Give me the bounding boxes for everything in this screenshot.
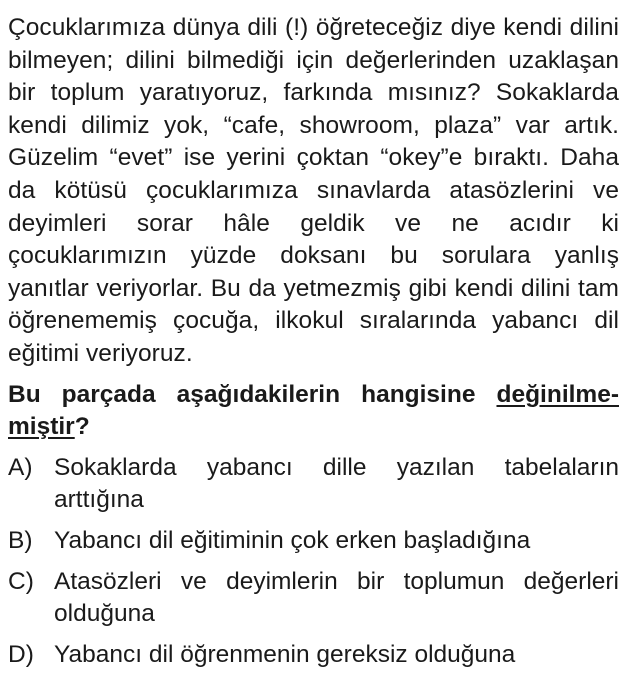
- option-b[interactable]: [8, 525, 619, 558]
- option-b-text: Yabancı dil eğitiminin çok erken başladığına: [54, 526, 531, 554]
- option-c-letter: C): [8, 567, 34, 595]
- option-a-text: Sokaklarda yabancı dille yazılan tabelaların arttığına: [54, 453, 619, 514]
- answer-options: [8, 452, 619, 672]
- question-emphasis: değinilme-miştir: [8, 380, 619, 441]
- question-lead: Bu parçada aşağıdakilerin hangisine: [8, 380, 497, 408]
- option-b-letter: B): [8, 526, 33, 554]
- option-c[interactable]: [8, 566, 619, 631]
- question-tail: ?: [74, 413, 90, 441]
- option-d[interactable]: [8, 639, 619, 672]
- option-a-letter: A): [8, 453, 33, 481]
- question-stem: [8, 379, 619, 444]
- option-d-letter: D): [8, 640, 34, 668]
- reading-passage: Çocuklarımıza dünya dili (!) öğreteceğiz diye kendi dilini bilmeyen; dilini bilmediği için değerlerinden uzaklaşan bir toplum yaratıyoruz, farkında mısınız? Sokaklarda kendi dilimiz yok, “cafe, showroom, plaza” var artık. Güzelim “evet” ise yerini çoktan “okey”e bıraktı. Daha da kötüsü çocuklarımıza sınavlarda atasözlerini ve deyimleri sorar hâle geldik ve ne acıdır ki çocuklarımızın yüzde doksanı bu sorulara yanlış yanıtlar veriyorlar. Bu da yetmezmiş gibi kendi dilini tam öğrenememiş çocuğa, ilkokul sıralarında yabancı dil eğitimi veriyoruz.: [8, 14, 619, 367]
- option-d-text: Yabancı dil öğrenmenin gereksiz olduğuna: [54, 640, 516, 668]
- option-c-text: Atasözleri ve deyimlerin bir toplumun değerleri olduğuna: [54, 567, 619, 628]
- option-a[interactable]: [8, 452, 619, 517]
